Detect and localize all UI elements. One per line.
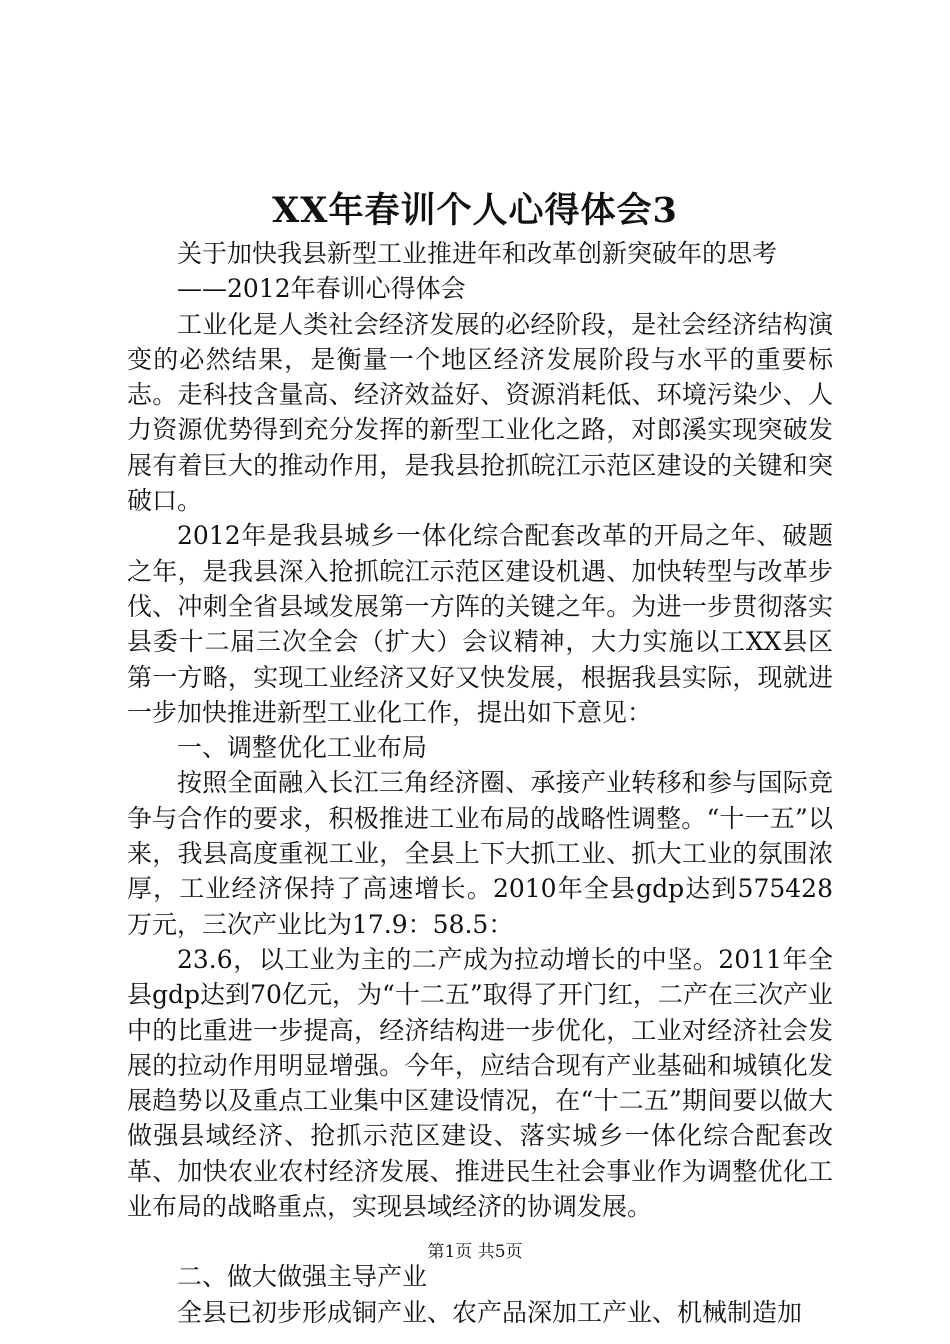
section-heading: 二、做大做强主导产业 bbox=[177, 1262, 428, 1292]
body-paragraph: 全县已初步形成铜产业、农产品深加工产业、机械制造加 bbox=[177, 1297, 803, 1327]
body-paragraph: 2012年是我县城乡一体化综合配套改革的开局之年、破题之年，是我县深入抢抓皖江示范区建设机遇、加快转型与改革步伐、冲刺全省县域发展第一方阵的关键之年。为进一步贯彻落实县委十二届三次全会（扩大）会议精神，大力实施以工XX县区第一方略，实现工业经济又好又快发展，根据我县实际，现就进一步加快推进新型工业化工作，提出如下意见： bbox=[127, 521, 833, 727]
document-subtitle-line-2: ——2012年春训心得体会 bbox=[177, 274, 466, 304]
page-footer: 第1页 共5页 bbox=[427, 1242, 523, 1262]
body-paragraph: 按照全面融入长江三角经济圈、承接产业转移和参与国际竞争与合作的要求，积极推进工业布局的战略性调整。“十一五”以来，我县高度重视工业，全县上下大抓工业、抓大工业的氛围浓厚，工业经济保持了高速增长。2010年全县gdp达到575428万元，三次产业比为17.9：58.5： bbox=[127, 768, 833, 939]
body-paragraph: 23.6，以工业为主的二产成为拉动增长的中坚。2011年全县gdp达到70亿元，为“十二五”取得了开门红，二产在三次产业中的比重进一步提高，经济结构进一步优化，工业对经济社会发展的拉动作用明显增强。今年，应结合现有产业基础和城镇化发展趋势以及重点工业集中区建设情况，在“十二五”期间要以做大做强县域经济、抢抓示范区建设、落实城乡一体化综合配套改革、加快农业农村经济发展、推进民生社会事业作为调整优化工业布局的战略重点，实现县域经济的协调发展。 bbox=[127, 944, 833, 1222]
section-heading: 一、调整优化工业布局 bbox=[177, 733, 428, 763]
document-title: XX年春训个人心得体会3 bbox=[272, 190, 678, 231]
body-paragraph: 工业化是人类社会经济发展的必经阶段，是社会经济结构演变的必然结果，是衡量一个地区经济发展阶段与水平的重要标志。走科技含量高、经济效益好、资源消耗低、环境污染少、人力资源优势得到充分发挥的新型工业化之路，对郎溪实现突破发展有着巨大的推动作用，是我县抢抓皖江示范区建设的关键和突破口。 bbox=[127, 309, 833, 516]
document-body bbox=[127, 236, 833, 1330]
document-subtitle: 关于加快我县新型工业推进年和改革创新突破年的思考 bbox=[177, 239, 778, 268]
